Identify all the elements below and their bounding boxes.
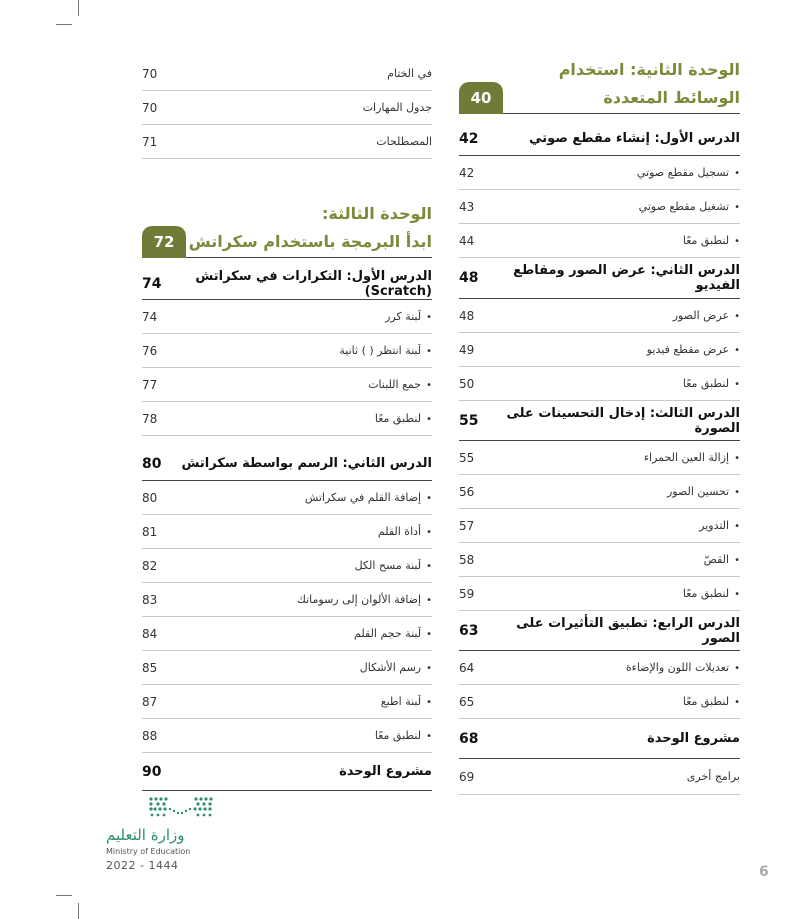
toc-entry-title: • تسجيل مقطع صوتي <box>637 166 740 179</box>
toc-entry[interactable] <box>142 334 432 368</box>
toc-entry-page: 85 <box>142 660 158 675</box>
toc-entry-page: 56 <box>459 484 475 499</box>
toc-entry-title: • رسم الأشكال <box>360 661 432 674</box>
toc-entry-page: 80 <box>142 490 158 505</box>
toc-entry-page: 49 <box>459 342 475 357</box>
lesson-title: الدرس الرابع: تطبيق التأثيرات على الصور <box>516 615 740 646</box>
toc-entry-title: • القصّ <box>704 553 740 566</box>
unit-title: الوسائط المتعددة <box>603 87 740 107</box>
toc-entry-page: 70 <box>142 100 158 115</box>
toc-entry[interactable] <box>142 481 432 515</box>
toc-entry[interactable] <box>142 368 432 402</box>
lesson-title: الدرس الأول: التكرارات في سكراتش (Scratch) <box>195 268 432 299</box>
toc-entry-title: • إزالة العين الحمراء <box>644 451 740 464</box>
toc-entry-title: • لَبنة اطبع <box>381 695 432 708</box>
toc-entry-page: 81 <box>142 524 158 539</box>
toc-entry-title: جدول المهارات <box>362 101 432 114</box>
toc-entry-title: • لنطبق معًا <box>683 377 740 390</box>
toc-entry-title: • لَبنة انتظر ( ) ثانية <box>339 344 432 357</box>
lesson-entry[interactable] <box>142 447 432 481</box>
toc-entry[interactable] <box>459 441 740 475</box>
toc-entry-page: 84 <box>142 626 158 641</box>
toc-entry[interactable] <box>142 583 432 617</box>
unit-header[interactable] <box>459 58 740 114</box>
crop-mark <box>78 0 79 16</box>
toc-entry[interactable] <box>142 515 432 549</box>
logo-arabic-text: وزارة التعليم <box>106 826 185 844</box>
toc-entry-page: 88 <box>142 728 158 743</box>
toc-entry[interactable] <box>459 577 740 611</box>
toc-entry-page: 58 <box>459 552 475 567</box>
toc-entry[interactable] <box>142 651 432 685</box>
project-page: 90 <box>142 763 162 780</box>
toc-entry-title: • جمع اللبنات <box>368 378 432 391</box>
lesson-title: الدرس الثاني: عرض الصور ومقاطع الفيديو <box>513 263 740 293</box>
toc-entry-title: • أداة القلم <box>378 525 432 538</box>
toc-entry-page: 70 <box>142 66 158 81</box>
toc-entry-page: 69 <box>459 769 475 784</box>
toc-entry-page: 82 <box>142 558 158 573</box>
ministry-logo <box>106 795 236 880</box>
lesson-title: الدرس الثالث: إدخال التحسينات على الصورة <box>506 405 740 436</box>
toc-entry-title: • لنطبق معًا <box>683 695 740 708</box>
toc-entry[interactable] <box>459 299 740 333</box>
lesson-page: 48 <box>459 270 479 286</box>
toc-entry-page: 83 <box>142 592 158 607</box>
project-page: 68 <box>459 730 479 747</box>
lesson-page: 80 <box>142 455 162 472</box>
toc-entry-title: • تشغيل مقطع صوتي <box>639 200 740 213</box>
toc-entry[interactable] <box>459 543 740 577</box>
lesson-entry[interactable] <box>459 401 740 441</box>
toc-entry[interactable] <box>142 91 432 125</box>
unit-title: ابدأ البرمجة باستخدام سكراتش <box>188 231 432 251</box>
unit-label: الوحدة الثالثة: <box>322 204 432 223</box>
toc-entry-title: • لَبنة كرر <box>385 310 432 323</box>
toc-entry-title: • لَبنة مسح الكل <box>355 559 432 572</box>
toc-entry[interactable] <box>142 125 432 159</box>
toc-entry[interactable] <box>142 57 432 91</box>
project-title: مشروع الوحدة <box>647 731 740 746</box>
toc-entry-page: 59 <box>459 586 475 601</box>
ministry-emblem-icon <box>106 795 236 823</box>
toc-entry-title: • لَبنة حجم القلم <box>354 627 432 640</box>
toc-entry-page: 50 <box>459 376 475 391</box>
lesson-page: 63 <box>459 622 479 639</box>
toc-entry[interactable] <box>142 300 432 334</box>
toc-entry-title: • لنطبق معًا <box>375 412 432 425</box>
toc-entry-title: في الختام <box>387 67 432 80</box>
lesson-title: الدرس الأول: إنشاء مقطع صوتي <box>529 131 740 146</box>
toc-entry[interactable] <box>459 475 740 509</box>
toc-entry-title: • عرض الصور <box>673 309 740 322</box>
toc-entry[interactable] <box>459 759 740 795</box>
toc-entry[interactable] <box>142 402 432 436</box>
toc-entry-title: • إضافة الألوان إلى رسوماتك <box>297 593 432 606</box>
project-entry[interactable] <box>142 753 432 791</box>
toc-entry-title: • التدوير <box>699 519 740 532</box>
project-title: مشروع الوحدة <box>339 764 432 779</box>
toc-entry-title: المصطلحات <box>376 135 432 148</box>
lesson-entry[interactable] <box>459 611 740 651</box>
toc-entry-title: • إضافة القلم في سكراتش <box>305 491 432 504</box>
toc-entry-title: • لنطبق معًا <box>683 234 740 247</box>
lesson-page: 55 <box>459 412 479 429</box>
lesson-entry[interactable] <box>142 268 432 300</box>
unit-page-badge: 72 <box>142 226 186 258</box>
project-entry[interactable] <box>459 719 740 759</box>
lesson-page: 42 <box>459 130 479 147</box>
toc-entry[interactable] <box>142 719 432 753</box>
toc-entry[interactable] <box>459 509 740 543</box>
toc-entry[interactable] <box>459 224 740 258</box>
toc-entry-title: • تحسين الصور <box>667 485 740 498</box>
unit-header[interactable] <box>142 202 432 258</box>
toc-entry-page: 78 <box>142 411 158 426</box>
toc-entry[interactable] <box>142 685 432 719</box>
toc-entry-page: 76 <box>142 343 158 358</box>
toc-entry-title: • لنطبق معًا <box>375 729 432 742</box>
unit-page-badge: 40 <box>459 82 503 114</box>
unit-label: الوحدة الثانية: استخدام <box>558 60 740 79</box>
toc-entry-title: برامج أخرى <box>686 770 740 783</box>
toc-entry[interactable] <box>142 549 432 583</box>
toc-entry-page: 42 <box>459 165 475 180</box>
toc-entry-page: 44 <box>459 233 475 248</box>
lesson-title: الدرس الثاني: الرسم بواسطة سكراتش <box>181 456 432 471</box>
logo-english-text: Ministry of Education <box>106 847 191 856</box>
crop-mark <box>56 895 72 896</box>
lesson-entry[interactable] <box>459 258 740 299</box>
crop-mark <box>56 24 72 25</box>
toc-entry-page: 55 <box>459 450 475 465</box>
toc-entry-page: 57 <box>459 518 475 533</box>
toc-entry-page: 48 <box>459 308 475 323</box>
toc-entry-page: 71 <box>142 134 158 149</box>
toc-entry-page: 87 <box>142 694 158 709</box>
toc-entry-page: 77 <box>142 377 158 392</box>
toc-entry[interactable] <box>459 367 740 401</box>
toc-entry-page: 65 <box>459 694 475 709</box>
edition-year: 2022 - 1444 <box>106 859 179 872</box>
toc-entry[interactable] <box>142 617 432 651</box>
toc-entry-title: • عرض مقطع فيديو <box>647 343 740 356</box>
toc-entry[interactable] <box>459 190 740 224</box>
toc-entry[interactable] <box>459 156 740 190</box>
lesson-entry[interactable] <box>459 122 740 156</box>
toc-entry-title: • لنطبق معًا <box>683 587 740 600</box>
toc-entry-page: 74 <box>142 309 158 324</box>
lesson-page: 74 <box>142 275 162 292</box>
toc-entry[interactable] <box>459 651 740 685</box>
toc-entry[interactable] <box>459 685 740 719</box>
toc-entry-page: 43 <box>459 199 475 214</box>
toc-entry[interactable] <box>459 333 740 367</box>
crop-mark <box>78 903 79 919</box>
toc-entry-title: • تعديلات اللون والإضاءة <box>626 661 740 674</box>
toc-entry-page: 64 <box>459 660 475 675</box>
page-number: 6 <box>759 864 769 880</box>
